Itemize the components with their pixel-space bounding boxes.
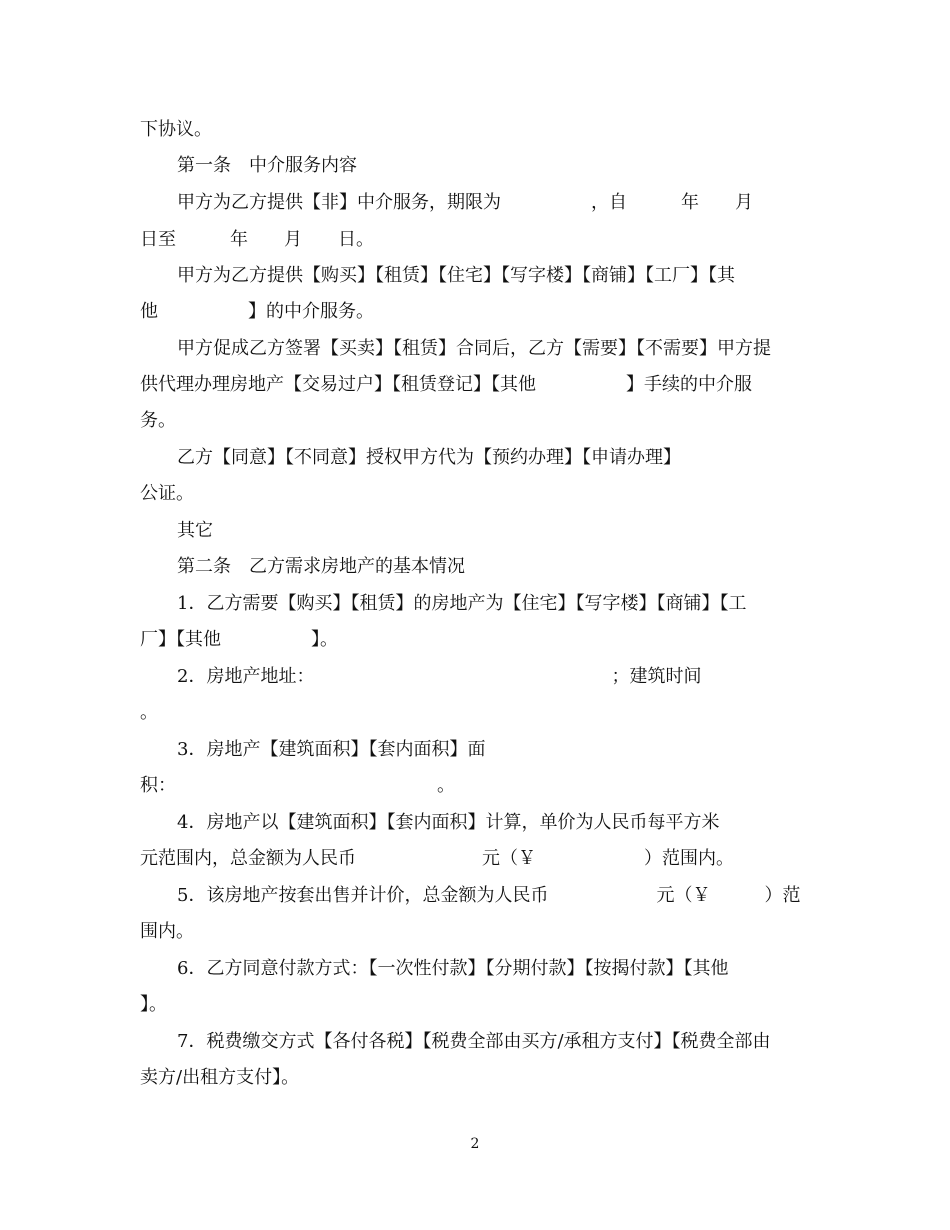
text-line: 其它 xyxy=(177,520,213,541)
text-line: 甲方促成乙方签署【买卖】【租赁】合同后，乙方【需要】【不需要】甲方提 xyxy=(177,338,771,359)
text-line: 甲方为乙方提供【购买】【租赁】【住宅】【写字楼】【商铺】【工厂】【其 xyxy=(177,265,735,286)
article-heading: 第二条 乙方需求房地产的基本情况 xyxy=(177,556,465,577)
text-line: 乙方【同意】【不同意】授权甲方代为【预约办理】【申请办理】 xyxy=(177,447,681,468)
text-line: 务。 xyxy=(140,410,176,431)
text-line: 2．房地产地址： ；建筑时间 xyxy=(177,666,702,687)
text-line: 他 】的中介服务。 xyxy=(140,301,374,322)
text-line: 厂】【其他 】。 xyxy=(140,629,338,650)
text-line: 3．房地产【建筑面积】【套内面积】面 xyxy=(177,739,486,760)
text-line: 7．税费缴交方式【各付各税】【税费全部由买方/承租方支付】【税费全部由 xyxy=(177,1031,771,1052)
text-line: 4．房地产以【建筑面积】【套内面积】计算，单价为人民币每平方米 xyxy=(177,812,720,833)
text-line: 元范围内，总金额为人民币 元（￥ ）范围内。 xyxy=(140,848,734,869)
text-line: 积： 。 xyxy=(140,775,455,796)
article-heading: 第一条 中介服务内容 xyxy=(177,155,357,176)
text-line: 卖方/出租方支付】。 xyxy=(140,1067,300,1088)
text-line: 。 xyxy=(140,702,158,723)
text-line: 甲方为乙方提供【非】中介服务，期限为 ，自 年 月 xyxy=(177,192,753,213)
text-line: 供代理办理房地产【交易过户】【租赁登记】【其他 】手续的中介服 xyxy=(140,374,752,395)
text-line: 1．乙方需要【购买】【租赁】的房地产为【住宅】【写字楼】【商铺】【工 xyxy=(177,593,747,614)
text-line: 6．乙方同意付款方式：【一次性付款】【分期付款】【按揭付款】【其他 xyxy=(177,958,729,979)
text-line: 公证。 xyxy=(140,483,194,504)
text-line: 】。 xyxy=(140,994,167,1015)
text-line: 下协议。 xyxy=(140,119,212,140)
page-number: 2 xyxy=(470,1136,480,1152)
text-line: 围内。 xyxy=(140,921,194,942)
text-line: 5．该房地产按套出售并计价，总金额为人民币 元（￥ ）范 xyxy=(177,885,801,906)
text-line: 日至 年 月 日。 xyxy=(140,229,374,250)
